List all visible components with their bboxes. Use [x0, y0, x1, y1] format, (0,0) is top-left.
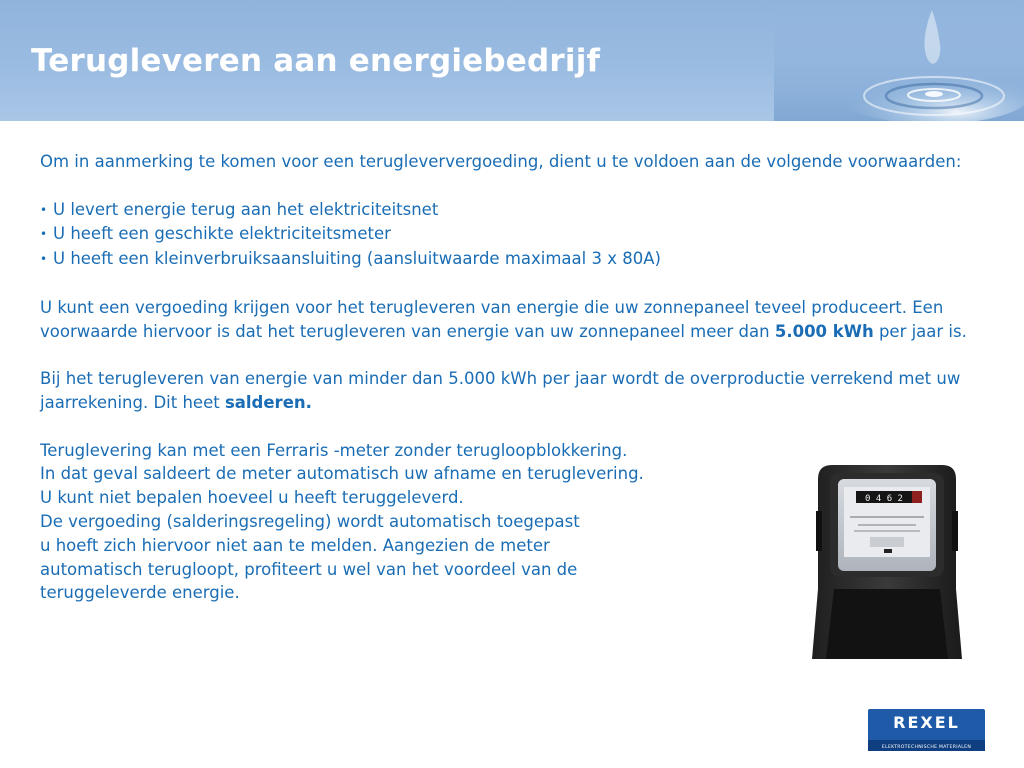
rexel-logo [868, 709, 985, 751]
list-item: • U levert energie terug aan het elektriciteitsnet [40, 198, 980, 223]
conditions-list [40, 198, 980, 272]
compensation-paragraph: U kunt een vergoeding krijgen voor het terugleveren van energie die uw zonnepaneel teveel produceert. Een voorwaarde hiervoor is dat het terugleveren van energie van uw zonnepaneel meer dan 5.000 kWh per jaar is. [40, 297, 967, 341]
ferraris-meter-image [812, 461, 962, 659]
meter-counter-digits: 0 4 6 2 [865, 494, 903, 504]
bullet-icon: • [40, 202, 48, 217]
bullet-icon: • [40, 252, 48, 267]
slide-title: Terugleveren aan energiebedrijf [31, 43, 601, 79]
threshold-value: 5.000 kWh [774, 321, 874, 341]
salderen-term: salderen. [224, 392, 312, 412]
logo-wordmark: REXEL [893, 713, 960, 732]
ferraris-paragraph: Teruglevering kan met een Ferraris -meter zonder terugloopblokkering. In dat geval saldeert de meter automatisch uw afname en teruglevering. U kunt niet bepalen hoeveel u heeft teruggeleverd. De vergoeding (salderingsregeling) wordt automatisch toegepast u hoeft zich hiervoor niet aan te melden. Aangezien de meter automatisch terugloopt, profiteert u wel van het voordeel van de teruggeleverde energie. [40, 440, 644, 603]
list-item: • U heeft een geschikte elektriciteitsmeter [40, 222, 980, 247]
list-item: • U heeft een kleinverbruiksaansluiting (aansluitwaarde maximaal 3 x 80A) [40, 247, 980, 272]
intro-paragraph: Om in aanmerking te komen voor een terugleververgoeding, dient u te voldoen aan de volgende voorwaarden: [40, 152, 962, 171]
netting-paragraph: Bij het terugleveren van energie van minder dan 5.000 kWh per jaar wordt de overproductie verrekend met uw jaarrekening. Dit heet salderen. [40, 369, 961, 412]
bullet-icon: • [40, 227, 48, 242]
header-banner [0, 0, 1024, 121]
logo-subtitle: ELEKTROTECHNISCHE MATERIALEN [881, 745, 972, 750]
water-drop-image [774, 0, 1024, 121]
